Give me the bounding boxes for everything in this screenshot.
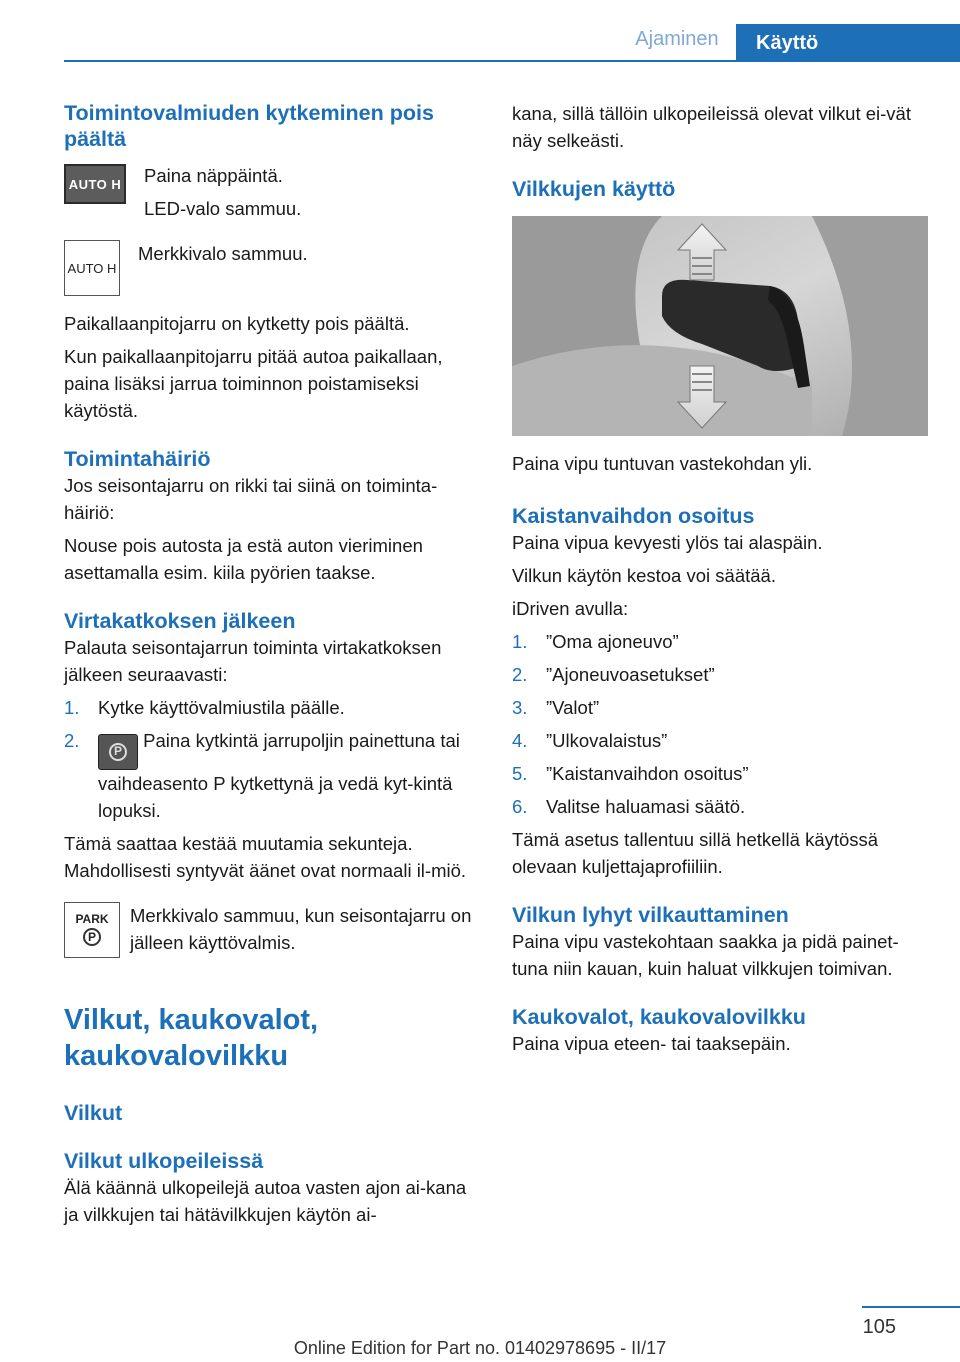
auto-h-button-icon: AUTO H [64, 164, 126, 204]
menu-text: ”Ajoneuvoasetukset” [546, 664, 715, 685]
list-item [512, 760, 928, 787]
hold-brake-text: Kun paikallaanpitojarru pitää autoa paikallaan, paina lisäksi jarrua toiminnon poistamiseksi käytöstä. [64, 346, 443, 421]
menu-number: 4. [512, 730, 528, 751]
step-text: Paina kytkintä jarrupoljin painettuna tai vaihdeasento P kytkettynä ja vedä kyt-kintä lopuksi. [98, 730, 460, 821]
list-item [64, 694, 476, 721]
heading-turn-signals-high-beams: Vilkut, kaukovalot, kaukovalovilkku [64, 1003, 319, 1072]
menu-after-text: Tämä asetus tallentuu sillä hetkellä käytössä olevaan kuljettajaprofiiliin. [512, 829, 879, 877]
page-number: 105 [862, 1316, 896, 1338]
autoh-press-row [64, 162, 476, 222]
parking-brake-switch-icon [98, 734, 138, 770]
list-item [512, 694, 928, 721]
footer-rule [862, 1306, 960, 1308]
menu-text: ”Ulkovalaistus” [546, 730, 668, 751]
led-off-text: LED-valo sammuu. [144, 198, 302, 219]
header-chapter-tab: Käyttö [736, 24, 960, 62]
edition-note: Online Edition for Part no. 01402978695 - II/17 [293, 1338, 667, 1358]
malfunction-text-2: Nouse pois autosta ja estä auton vieriminen asettamalla esim. kiila pyörien taakse. [64, 535, 423, 583]
step-number: 1. [64, 697, 80, 718]
list-item [512, 727, 928, 754]
indicator-off-text: Merkkivalo sammuu. [138, 243, 308, 264]
heading-lane-change: Kaistanvaihdon osoitus [512, 504, 755, 528]
hold-brake-off-text: Paikallaanpitojarru on kytketty pois päältä. [64, 313, 410, 334]
short-flash-text: Paina vipu vastekohtaan saakka ja pidä painet-tuna niin kauan, kuin haluat vilkkujen toimivan. [512, 931, 899, 979]
list-item [512, 661, 928, 688]
step-text: Kytke käyttövalmiustila päälle. [98, 697, 345, 718]
park-indicator-icon [64, 902, 120, 958]
right-column [512, 100, 928, 1057]
menu-number: 5. [512, 763, 528, 784]
mirror-signals-text: Älä käännä ulkopeilejä autoa vasten ajon ai-kana ja vilkkujen tai hätävilkkujen käytön ai- [64, 1176, 467, 1225]
menu-text: Valitse haluamasi säätö. [546, 796, 746, 817]
lane-change-text-1: Paina vipua kevyesti ylös tai alaspäin. [512, 532, 823, 553]
menu-number: 2. [512, 664, 528, 685]
heading-signal-use: Vilkkujen käyttö [512, 177, 676, 201]
turn-signal-lever-photo [512, 216, 928, 436]
park-indicator-text: Merkkivalo sammuu, kun seisontajarru on jälleen käyttövalmis. [130, 904, 472, 953]
after-steps-text: Tämä saattaa kestää muutamia sekunteja. Mahdollisesti syntyvät äänet ovat normaali il-miö. [64, 832, 467, 881]
header-section-tab: Ajaminen [635, 28, 719, 50]
turn-signal-lever-illustration [512, 216, 928, 436]
heading-power-interruption: Virtakatkoksen jälkeen [64, 609, 296, 633]
menu-number: 6. [512, 796, 528, 817]
left-column [64, 100, 476, 1228]
p-symbol: P [109, 743, 127, 761]
menu-text: ”Valot” [546, 697, 600, 718]
heading-mirror-signals: Vilkut ulkopeileissä [64, 1148, 264, 1173]
heading-turn-signals: Vilkut [64, 1100, 123, 1125]
malfunction-text-1: Jos seisontajarru on rikki tai siinä on toiminta-häiriö: [64, 475, 438, 523]
park-label: PARK [75, 912, 109, 926]
idrive-menu-list [512, 628, 928, 820]
menu-number: 1. [512, 631, 528, 652]
lane-change-text-3: iDriven avulla: [512, 598, 629, 619]
press-key-text: Paina näppäintä. [144, 165, 283, 186]
high-beams-text: Paina vipua eteen- tai taaksepäin. [512, 1033, 791, 1054]
step-number: 2. [64, 730, 80, 751]
park-p-symbol: P [83, 928, 101, 946]
list-item [512, 628, 928, 655]
lane-change-text-2: Vilkun käytön kestoa voi säätää. [512, 565, 776, 586]
park-indicator-row [64, 902, 476, 958]
list-item [512, 793, 928, 820]
mirror-signals-continued: kana, sillä tällöin ulkopeileissä olevat vilkut ei-vät näy selkeästi. [512, 103, 911, 151]
autoh-indicator-row [64, 240, 476, 296]
heading-malfunction: Toimintahäiriö [64, 447, 211, 471]
photo-caption: Paina vipu tuntuvan vastekohdan yli. [512, 453, 813, 474]
heading-deactivate: Toimintovalmiuden kytkeminen pois päältä [64, 101, 434, 151]
menu-number: 3. [512, 697, 528, 718]
heading-short-flash: Vilkun lyhyt vilkauttaminen [512, 903, 789, 927]
menu-text: ”Oma ajoneuvo” [546, 631, 679, 652]
restore-steps-list [64, 694, 476, 824]
header-rule [64, 60, 960, 62]
heading-high-beams: Kaukovalot, kaukovalovilkku [512, 1005, 806, 1029]
auto-h-indicator-icon: AUTO H [64, 240, 120, 296]
menu-text: ”Kaistanvaihdon osoitus” [546, 763, 749, 784]
power-text: Palauta seisontajarrun toiminta virtakatkoksen jälkeen seuraavasti: [64, 637, 442, 685]
list-item [64, 727, 476, 824]
